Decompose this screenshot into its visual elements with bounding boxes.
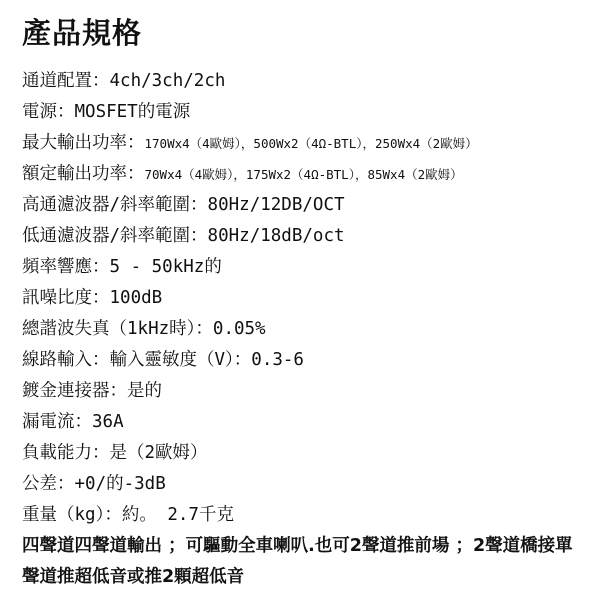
spec-value: 是的 [127, 381, 162, 401]
spec-key: 公差： [22, 474, 75, 494]
spec-key: 訊噪比度： [22, 288, 110, 308]
spec-row [22, 97, 584, 128]
spec-row [22, 438, 584, 469]
feature-note: 四聲道四聲道輸出 ；可驅動全車喇叭.也可2聲道推前場 ；2聲道橋接單聲道推超低音或推2顆超低音 [22, 536, 573, 587]
spec-row [22, 345, 584, 376]
spec-value: 170Wx4（4歐姆），500Wx2（4Ω-BTL），250Wx4（2歐姆） [144, 136, 478, 151]
spec-key: 線路輸入： [22, 350, 110, 370]
spec-value: 70Wx4（4歐姆），175Wx2（4Ω-BTL），85Wx4（2歐姆） [144, 167, 463, 182]
spec-key: 額定輸出功率： [22, 164, 145, 184]
spec-row [22, 252, 584, 283]
spec-row [22, 159, 584, 190]
spec-row [22, 314, 584, 345]
spec-row [22, 500, 584, 531]
spec-value: 5 - 50kHz的 [109, 257, 222, 277]
spec-key: 高通濾波器/斜率範圍： [22, 195, 208, 215]
spec-row [22, 376, 584, 407]
page-title: 產品規格 [22, 16, 143, 50]
spec-key: 最大輸出功率： [22, 133, 145, 153]
spec-value: 輸入靈敏度（V）：0.3-6 [109, 350, 304, 370]
spec-value: MOSFET的電源 [74, 102, 191, 122]
spec-row [22, 66, 584, 97]
spec-row [22, 128, 584, 159]
spec-value: 80Hz/12DB/OCT [207, 195, 345, 215]
spec-key: 總諧波失真（1kHz時）： [22, 319, 213, 339]
spec-row [22, 407, 584, 438]
spec-value: 4ch/3ch/2ch [109, 71, 226, 91]
spec-key: 電源： [22, 102, 75, 122]
spec-value: 80Hz/18dB/oct [207, 226, 345, 246]
spec-value: 是（2歐姆） [109, 443, 208, 463]
spec-row [22, 190, 584, 221]
spec-key: 低通濾波器/斜率範圍： [22, 226, 208, 246]
spec-value: 約。 2.7千克 [121, 505, 234, 525]
spec-value: 0.05% [212, 319, 266, 339]
spec-value: +0/的-3dB [74, 474, 166, 494]
spec-key: 鍍金連接器： [22, 381, 127, 401]
spec-list [22, 66, 584, 531]
spec-key: 漏電流： [22, 412, 92, 432]
spec-key: 通道配置： [22, 71, 110, 91]
spec-key: 頻率響應： [22, 257, 110, 277]
spec-row [22, 283, 584, 314]
spec-value: 100dB [109, 288, 163, 308]
spec-key: 負載能力： [22, 443, 110, 463]
spec-row [22, 469, 584, 500]
spec-value: 36A [92, 412, 124, 432]
spec-row [22, 221, 584, 252]
spec-key: 重量（kg）： [22, 505, 122, 525]
